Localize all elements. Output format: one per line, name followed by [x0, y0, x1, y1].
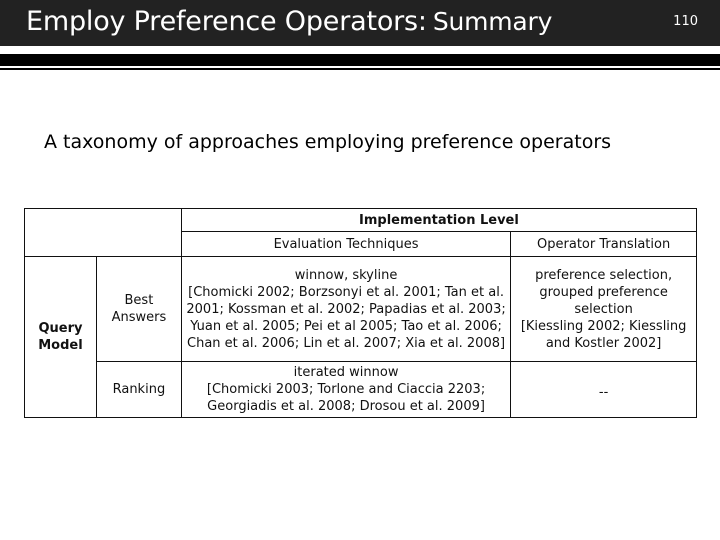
operator-translation-header: Operator Translation [511, 232, 697, 257]
query-model-label: Query Model [25, 257, 97, 418]
table-row [25, 257, 697, 362]
best-answers-translation-refs: [Kiessling 2002; Kiessling and Kostler 2002] [520, 318, 687, 351]
table-row [25, 362, 697, 418]
header-rule-thin [0, 68, 720, 70]
ranking-translation-title: -- [598, 385, 609, 400]
best-answers-translation-cell [511, 257, 697, 362]
best-answers-evaluation-cell [181, 257, 510, 362]
evaluation-techniques-header: Evaluation Techniques [181, 232, 510, 257]
table-corner-cell [25, 209, 182, 257]
best-answers-evaluation-title: winnow, skyline [294, 267, 398, 283]
slide-title-sub: Summary [432, 7, 553, 36]
row-label-ranking: Ranking [96, 362, 181, 418]
page-number: 110 [673, 14, 698, 29]
slide-subtitle: A taxonomy of approaches employing preference operators [44, 131, 612, 153]
ranking-evaluation-title: iterated winnow [293, 365, 399, 380]
slide-title-main: Employ Preference Operators: [26, 6, 427, 37]
implementation-level-header: Implementation Level [181, 209, 696, 232]
row-label-best-answers: Best Answers [96, 257, 181, 362]
ranking-evaluation-cell [181, 362, 510, 418]
header-rule-thick [0, 54, 720, 66]
taxonomy-table [24, 208, 697, 418]
best-answers-translation-title: preference selection, grouped preference selection [535, 267, 673, 317]
slide-title [26, 6, 552, 37]
ranking-evaluation-refs: [Chomicki 2003; Torlone and Ciaccia 2203; Georgiadis et al. 2008; Drosou et al. 2009] [206, 382, 486, 414]
best-answers-evaluation-refs: [Chomicki 2002; Borzsonyi et al. 2001; Tan et al. 2001; Kossman et al. 2002; Papadias et al. 2003; Yuan et al. 2005; Pei et al 2005; Tao et al. 2006; Chan et al. 2006; Lin et al. 2007; Xia et al. 2008] [186, 284, 506, 351]
table-header-row [25, 209, 697, 232]
ranking-translation-cell [511, 362, 697, 418]
